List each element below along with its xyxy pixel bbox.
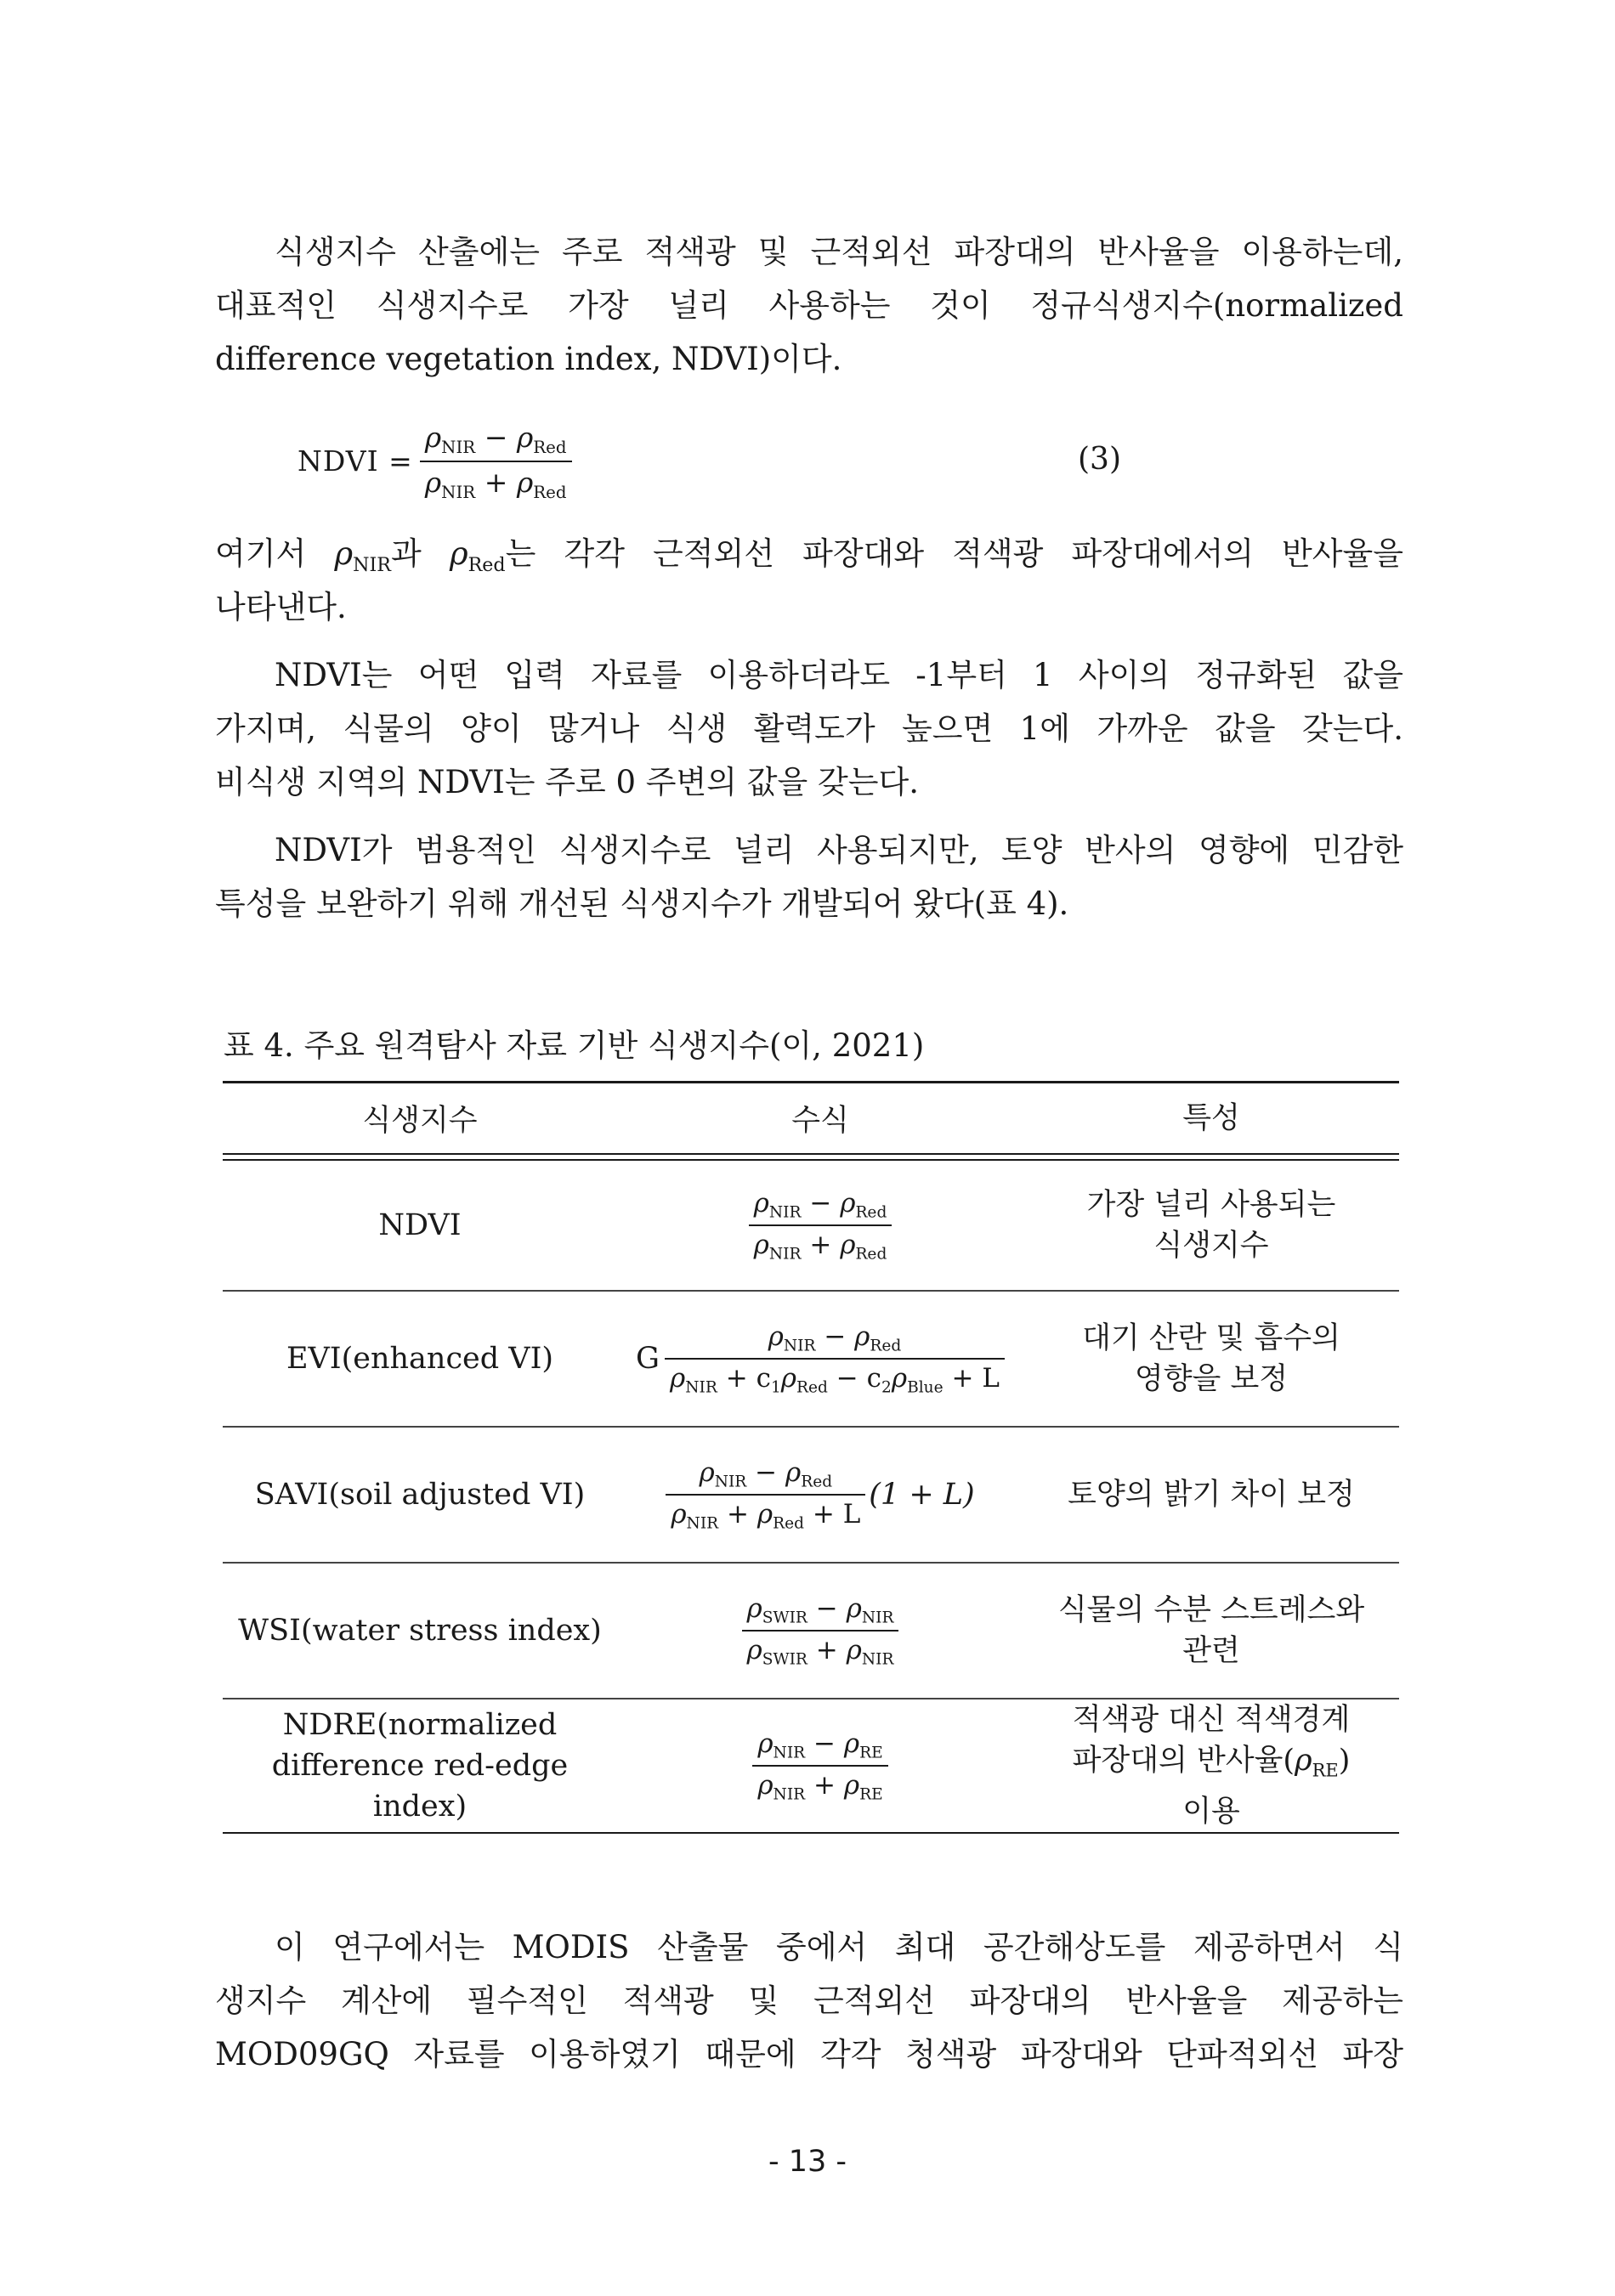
table-header-double-rule [223, 1153, 1399, 1161]
vegetation-index-table [223, 1081, 1399, 1834]
paragraph-line: 특성을 보완하기 위해 개선된 식생지수가 개발되어 왔다(표 4). [215, 885, 1069, 922]
table-row [223, 1428, 1399, 1564]
index-formula: G $\frac{\rho_{NIR} - \rho_{Red}}{\rho_{NIR} + c_1\rho_{Red} - c_2\rho_{Blue} + L}$ [617, 1321, 1023, 1397]
paragraph-line: NDVI가 범용적인 식생지수로 널리 사용되지만, 토양 반사의 영향에 민감한 [275, 832, 1403, 868]
table-row [223, 1564, 1399, 1699]
paragraph-line: 여기서 $\rho_{NIR}$과 $\rho_{Red}$는 각각 근적외선 파장대와 적색광 파장대에서의 반사율을 [215, 535, 1403, 576]
page-number: - 13 - [768, 2145, 847, 2179]
paragraph-line: difference vegetation index, NDVI)이다. [215, 341, 842, 377]
index-formula: $\frac{\rho_{SWIR} - \rho_{NIR}}{\rho_{SWIR} + \rho_{NIR}}$ [617, 1593, 1023, 1669]
paragraph-line: NDVI는 어떤 입력 자료를 이용하더라도 -1부터 1 사이의 정규화된 값을 [275, 657, 1403, 693]
table-header-cell: 특성 [1182, 1101, 1240, 1135]
paragraph-line: 나타낸다. [215, 589, 347, 625]
index-description: 식물의 수분 스트레스와 관련 [1057, 1593, 1365, 1668]
index-name: SAVI(soil adjusted VI) [254, 1478, 586, 1512]
table-row [223, 1161, 1399, 1292]
table-row [223, 1699, 1399, 1834]
paragraph-line: MOD09GQ 자료를 이용하였기 때문에 각각 청색광 파장대와 단파적외선 파장 [215, 2036, 1403, 2073]
ndvi-equation [298, 421, 572, 502]
index-name: NDRE(normalized difference red-edge index) [271, 1708, 569, 1824]
paragraph-line: 식생지수 산출에는 주로 적색광 및 근적외선 파장대의 반사율을 이용하는데, [275, 234, 1403, 270]
index-name: NDVI [378, 1208, 462, 1242]
index-description: 대기 산란 및 흡수의 영향을 보정 [1082, 1321, 1340, 1396]
table-header-row [223, 1083, 1399, 1153]
paragraph-line: 이 연구에서는 MODIS 산출물 중에서 최대 공간해상도를 제공하면서 식 [275, 1929, 1403, 1965]
equation-fraction [420, 421, 572, 502]
paragraph-line: 생지수 계산에 필수적인 적색광 및 근적외선 파장대의 반사율을 제공하는 [215, 1982, 1403, 2019]
paragraph-line: 대표적인 식생지수로 가장 널리 사용하는 것이 정규식생지수(normalized [215, 287, 1403, 324]
equation-number: (3) [1078, 442, 1121, 477]
index-description: 적색광 대신 적색경계 파장대의 반사율$(\rho_{RE})$ 이용 [1072, 1703, 1351, 1829]
equation-lhs: NDVI = [298, 444, 413, 478]
table-row [223, 1292, 1399, 1428]
table-caption: 표 4. 주요 원격탐사 자료 기반 식생지수(이, 2021) [224, 1027, 925, 1064]
table-header-cell: 식생지수 [362, 1104, 478, 1138]
index-description: 토양의 밝기 차이 보정 [1068, 1478, 1355, 1512]
index-name: EVI(enhanced VI) [286, 1342, 554, 1376]
table-header-cell: 수식 [791, 1104, 849, 1138]
index-formula: $\frac{\rho_{NIR} - \rho_{RE}}{\rho_{NIR} + \rho_{RE}}$ [617, 1728, 1023, 1804]
equation-numerator: $\rho_{NIR} - \rho_{Red}$ [424, 421, 567, 457]
index-formula: $\frac{\rho_{NIR} - \rho_{Red}}{\rho_{NIR} + \rho_{Red} + L}$ (1 + L) [617, 1457, 1023, 1533]
equation-denominator: $\rho_{NIR} + \rho_{Red}$ [420, 461, 572, 502]
paragraph-line: 비식생 지역의 NDVI는 주로 0 주변의 값을 갖는다. [215, 764, 919, 800]
index-formula: $\frac{\rho_{NIR} - \rho_{Red}}{\rho_{NIR} + \rho_{Red}}$ [617, 1188, 1023, 1264]
index-name: WSI(water stress index) [238, 1614, 602, 1648]
paragraph-line: 가지며, 식물의 양이 많거나 식생 활력도가 높으면 1에 가까운 값을 갖는다. [215, 710, 1403, 747]
index-description: 가장 널리 사용되는 식생지수 [1086, 1188, 1336, 1263]
